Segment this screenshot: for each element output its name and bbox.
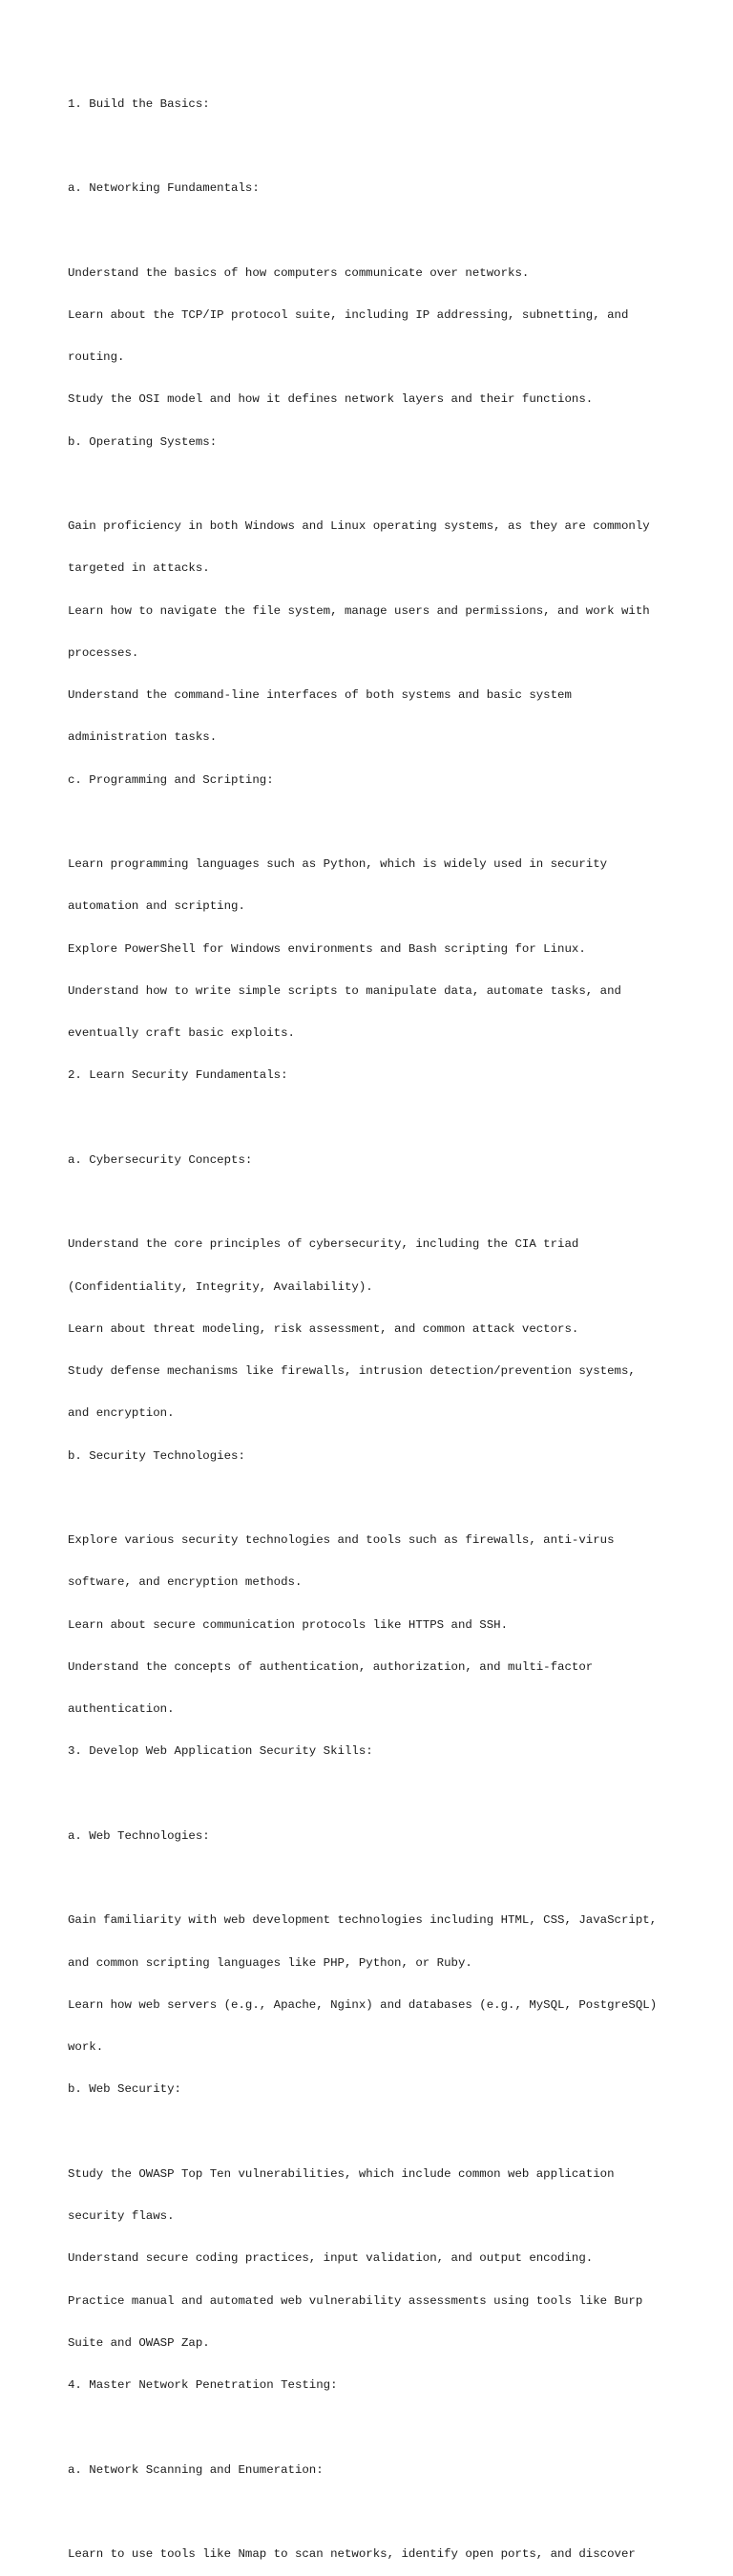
text-line: processes. [68,645,139,660]
text-line: Gain proficiency in both Windows and Linux operating systems, as they are commonly [68,519,650,533]
subheading-operating-systems: b. Operating Systems: [68,434,218,449]
text-line: software, and encryption methods. [68,1575,303,1590]
subheading-network-scanning: a. Network Scanning and Enumeration: [68,2462,324,2477]
text-line: Learn how to navigate the file system, manage users and permissions, and work with [68,603,650,618]
text-line: and common scripting languages like PHP, Python, or Ruby. [68,1955,472,1970]
heading-web-application-security: 3. Develop Web Application Security Skills: [68,1744,373,1759]
text-line: Study the OWASP Top Ten vulnerabilities, which include common web application [68,2166,615,2181]
blank-line [68,1491,679,1506]
text-line: Suite and OWASP Zap. [68,2335,210,2350]
text-line: Understand secure coding practices, input validation, and output encoding. [68,2251,594,2266]
document-body [68,69,679,2576]
text-line: Understand the core principles of cybersecurity, including the CIA triad [68,1237,579,1252]
text-line: Practice manual and automated web vulnerability assessments using tools like Burp [68,2293,643,2308]
text-line: (Confidentiality, Integrity, Availability). [68,1279,373,1294]
blank-line [68,223,679,238]
heading-build-basics: 1. Build the Basics: [68,96,210,111]
blank-line [68,2505,679,2520]
text-line: Explore PowerShell for Windows environments and Bash scripting for Linux. [68,941,586,956]
text-line: automation and scripting. [68,899,245,914]
text-line: Learn about threat modeling, risk assessment, and common attack vectors. [68,1321,579,1336]
text-line: Learn about the TCP/IP protocol suite, including IP addressing, subnetting, and [68,307,629,322]
blank-line [68,477,679,492]
text-line: Learn about secure communication protocols like HTTPS and SSH. [68,1617,509,1632]
subheading-programming-scripting: c. Programming and Scripting: [68,772,274,787]
blank-line [68,2420,679,2435]
text-line: routing. [68,350,125,364]
text-line: Explore various security technologies and tools such as firewalls, anti-virus [68,1533,615,1547]
text-line: Understand how to write simple scripts to manipulate data, automate tasks, and [68,983,621,998]
subheading-networking-fundamentals: a. Networking Fundamentals: [68,181,260,195]
blank-line [68,1871,679,1886]
blank-line [68,815,679,830]
text-line: Study the OSI model and how it defines network layers and their functions. [68,392,594,407]
text-line: Gain familiarity with web development technologies including HTML, CSS, JavaScript, [68,1913,658,1928]
text-line: Understand the concepts of authentication, authorization, and multi-factor [68,1659,594,1674]
text-line: Understand the command-line interfaces of both systems and basic system [68,688,572,702]
blank-line [68,1787,679,1802]
text-line: Learn how web servers (e.g., Apache, Nginx) and databases (e.g., MySQL, PostgreSQL) [68,1997,658,2012]
blank-line [68,139,679,154]
text-line: administration tasks. [68,730,218,745]
text-line: Understand the basics of how computers communicate over networks. [68,265,530,280]
subheading-cybersecurity-concepts: a. Cybersecurity Concepts: [68,1152,253,1167]
text-line: Study defense mechanisms like firewalls, intrusion detection/prevention systems, [68,1364,636,1378]
text-line: and encryption. [68,1406,175,1421]
subheading-web-security: b. Web Security: [68,2082,181,2097]
blank-line [68,1195,679,1210]
text-line: Learn to use tools like Nmap to scan networks, identify open ports, and discover [68,2547,636,2561]
text-line: Learn programming languages such as Python, which is widely used in security [68,857,608,871]
text-line: work. [68,2040,104,2054]
subheading-web-technologies: a. Web Technologies: [68,1828,210,1843]
subheading-security-technologies: b. Security Technologies: [68,1448,245,1463]
heading-security-fundamentals: 2. Learn Security Fundamentals: [68,1068,288,1083]
text-line: security flaws. [68,2209,175,2223]
text-line: authentication. [68,1702,175,1716]
blank-line [68,1111,679,1126]
heading-network-penetration-testing: 4. Master Network Penetration Testing: [68,2378,338,2392]
text-line: targeted in attacks. [68,561,210,576]
text-line: eventually craft basic exploits. [68,1026,295,1040]
blank-line [68,2125,679,2140]
